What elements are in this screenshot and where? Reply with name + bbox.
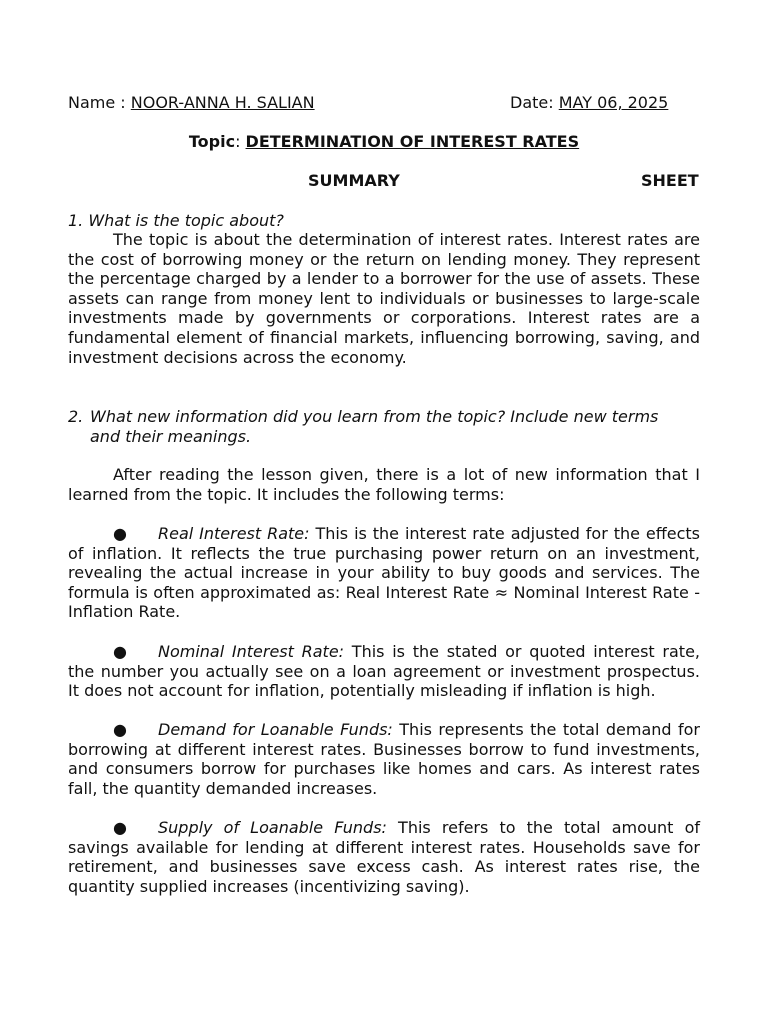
term-title: Demand for Loanable Funds:: [158, 720, 393, 739]
topic-value: DETERMINATION OF INTEREST RATES: [245, 132, 580, 151]
summary-heading-right: SHEET: [641, 171, 699, 190]
date-label: Date:: [510, 93, 559, 112]
question-2: [68, 407, 700, 446]
question-2-line2: and their meanings.: [90, 426, 252, 446]
term-definition: This refers to the total amount of savings available for lending at different interest rates. Households save for retirement, and businesses save excess cash. As interest rates rise, the quantity supplied increases (incentivizing saving).: [68, 818, 700, 896]
question-1: 1. What is the topic about?: [68, 211, 284, 230]
answer-1: The topic is about the determination of interest rates. Interest rates are the cost of borrowing money or the return on lending money. They represent the percentage charged by a lender to a borrower for the use of assets. These assets can range from money lent to individuals or businesses to large-scale investments made by governments or corporations. Interest rates are a fundamental element of financial markets, influencing borrowing, saving, and investment decisions across the economy.: [68, 230, 700, 367]
name-line: [68, 93, 315, 113]
term-real-interest-rate: [68, 524, 700, 622]
name-label: Name :: [68, 93, 131, 112]
date-value: MAY 06, 2025: [558, 93, 669, 112]
bullet-icon: ●: [113, 720, 127, 739]
date-line: [510, 93, 668, 113]
term-title: Nominal Interest Rate:: [158, 642, 345, 661]
question-2-number: 2.: [68, 407, 84, 426]
topic-label: Topic: [188, 132, 236, 151]
term-title: Supply of Loanable Funds:: [158, 818, 387, 837]
term-nominal-interest-rate: [68, 642, 700, 701]
term-supply-loanable-funds: [68, 818, 700, 896]
summary-heading-left: SUMMARY: [308, 171, 400, 190]
bullet-icon: ●: [113, 642, 127, 661]
term-definition: This represents the total demand for borrowing at different interest rates. Businesses borrow to fund investments, and consumers borrow for purchases like homes and cars. As interest rates fall, the quantity demanded increases.: [68, 720, 700, 798]
topic-colon: :: [235, 132, 241, 151]
term-definition: This is the interest rate adjusted for the effects of inflation. It reflects the true purchasing power return on an investment, revealing the actual increase in your ability to buy goods and services. The formula is often approximated as: Real Interest Rate ≈ Nominal Interest Rate - Inflation Rate.: [68, 524, 701, 622]
topic-line: [68, 132, 700, 152]
intro-paragraph: After reading the lesson given, there is a lot of new information that I learned from the topic. It includes the following terms:: [68, 465, 700, 504]
question-2-line1: What new information did you learn from the topic? Include new terms: [90, 407, 659, 426]
term-title: Real Interest Rate:: [158, 524, 310, 543]
bullet-icon: ●: [113, 818, 127, 837]
term-definition: This is the stated or quoted interest rate, the number you actually see on a loan agreement or investment prospectus. It does not account for inflation, potentially misleading if inflation is high.: [68, 642, 700, 701]
term-demand-loanable-funds: [68, 720, 700, 798]
bullet-icon: ●: [113, 524, 127, 543]
name-value: NOOR-ANNA H. SALIAN: [130, 93, 315, 112]
